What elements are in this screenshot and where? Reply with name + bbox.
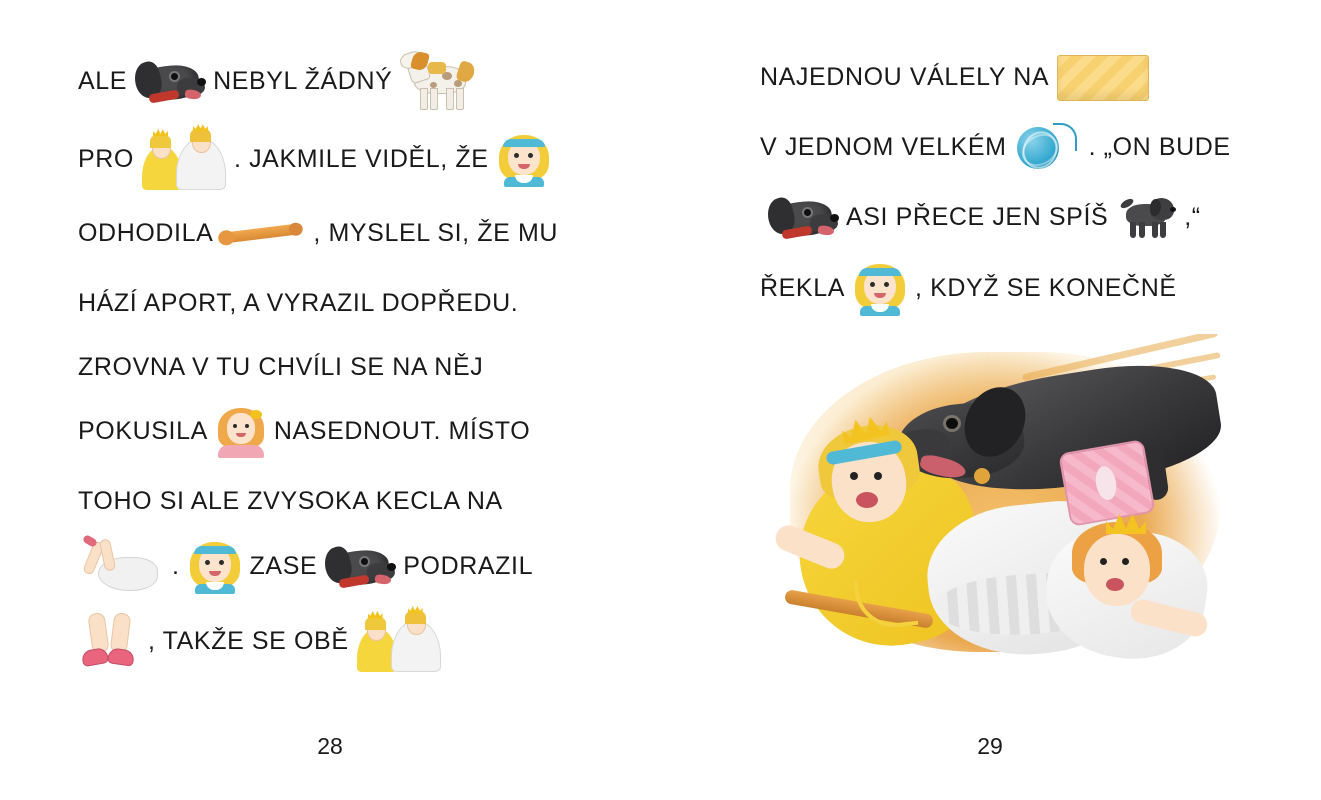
text-line bbox=[760, 190, 1280, 244]
fallen-princess-icon bbox=[82, 539, 168, 593]
puppy-icon bbox=[1114, 192, 1178, 242]
stick-icon bbox=[223, 218, 303, 248]
line-text: NEBYL ŽÁDNÝ bbox=[213, 66, 393, 95]
line-text: TOHO SI ALE ZVYSOKA KECLA NA bbox=[78, 486, 503, 515]
line-text: ZASE bbox=[249, 551, 318, 580]
text-line bbox=[78, 474, 620, 528]
line-text: ,“ bbox=[1184, 202, 1201, 231]
princess-head-icon bbox=[851, 260, 909, 316]
line-text: ŘEKLA bbox=[760, 273, 845, 302]
text-line bbox=[78, 276, 620, 330]
text-line bbox=[78, 128, 620, 190]
text-line bbox=[78, 340, 620, 394]
line-text: POKUSILA bbox=[78, 416, 208, 445]
line-text: . JAKMILE VIDĚL, ŽE bbox=[233, 144, 489, 173]
line-text: , TAKŽE SE OBĚ bbox=[148, 626, 349, 655]
dog-head-icon bbox=[766, 192, 840, 242]
line-text: , KDYŽ SE KONEČNĚ bbox=[914, 273, 1177, 302]
legs-shoes-icon bbox=[82, 613, 144, 669]
yarn-ball-icon bbox=[1015, 121, 1081, 173]
line-text: NASEDNOUT. MÍSTO bbox=[273, 416, 531, 445]
right-page bbox=[660, 0, 1320, 800]
line-text: ASI PŘECE JEN SPÍŠ bbox=[846, 202, 1109, 231]
line-text: HÁZÍ APORT, A VYRAZIL DOPŘEDU. bbox=[78, 288, 519, 317]
line-text: V JEDNOM VELKÉM bbox=[760, 132, 1007, 161]
two-princesses-icon bbox=[138, 128, 230, 190]
line-text: ALE bbox=[78, 66, 128, 95]
text-line bbox=[760, 120, 1280, 174]
line-text: , MYSLEL SI, ŽE MU bbox=[313, 218, 559, 247]
left-page bbox=[0, 0, 660, 800]
text-line bbox=[78, 404, 620, 458]
line-text: ZROVNA V TU CHVÍLI SE NA NĚJ bbox=[78, 352, 484, 381]
line-text: ODHODILA bbox=[78, 218, 214, 247]
illustration-dog-and-princesses bbox=[770, 334, 1240, 674]
page-number-right: 29 bbox=[977, 733, 1003, 759]
horse-icon bbox=[400, 50, 478, 112]
text-line bbox=[760, 50, 1280, 104]
line-text: . bbox=[172, 551, 180, 580]
text-line bbox=[78, 538, 620, 594]
princess-head-icon bbox=[186, 538, 244, 594]
dog-head-icon bbox=[133, 56, 207, 106]
girl-head-icon bbox=[214, 404, 268, 458]
text-line bbox=[78, 50, 620, 112]
line-text: NAJEDNOU VÁLELY NA bbox=[760, 62, 1050, 91]
line-text: PODRAZIL bbox=[403, 551, 534, 580]
two-princesses-icon bbox=[353, 610, 445, 672]
text-line bbox=[760, 260, 1280, 316]
princess-head-icon bbox=[495, 131, 553, 187]
page-number-left: 28 bbox=[317, 733, 343, 759]
line-text: . „ON BUDE bbox=[1088, 132, 1231, 161]
mattress-icon bbox=[1057, 51, 1149, 103]
dog-head-icon bbox=[323, 541, 397, 591]
line-text: PRO bbox=[78, 144, 134, 173]
